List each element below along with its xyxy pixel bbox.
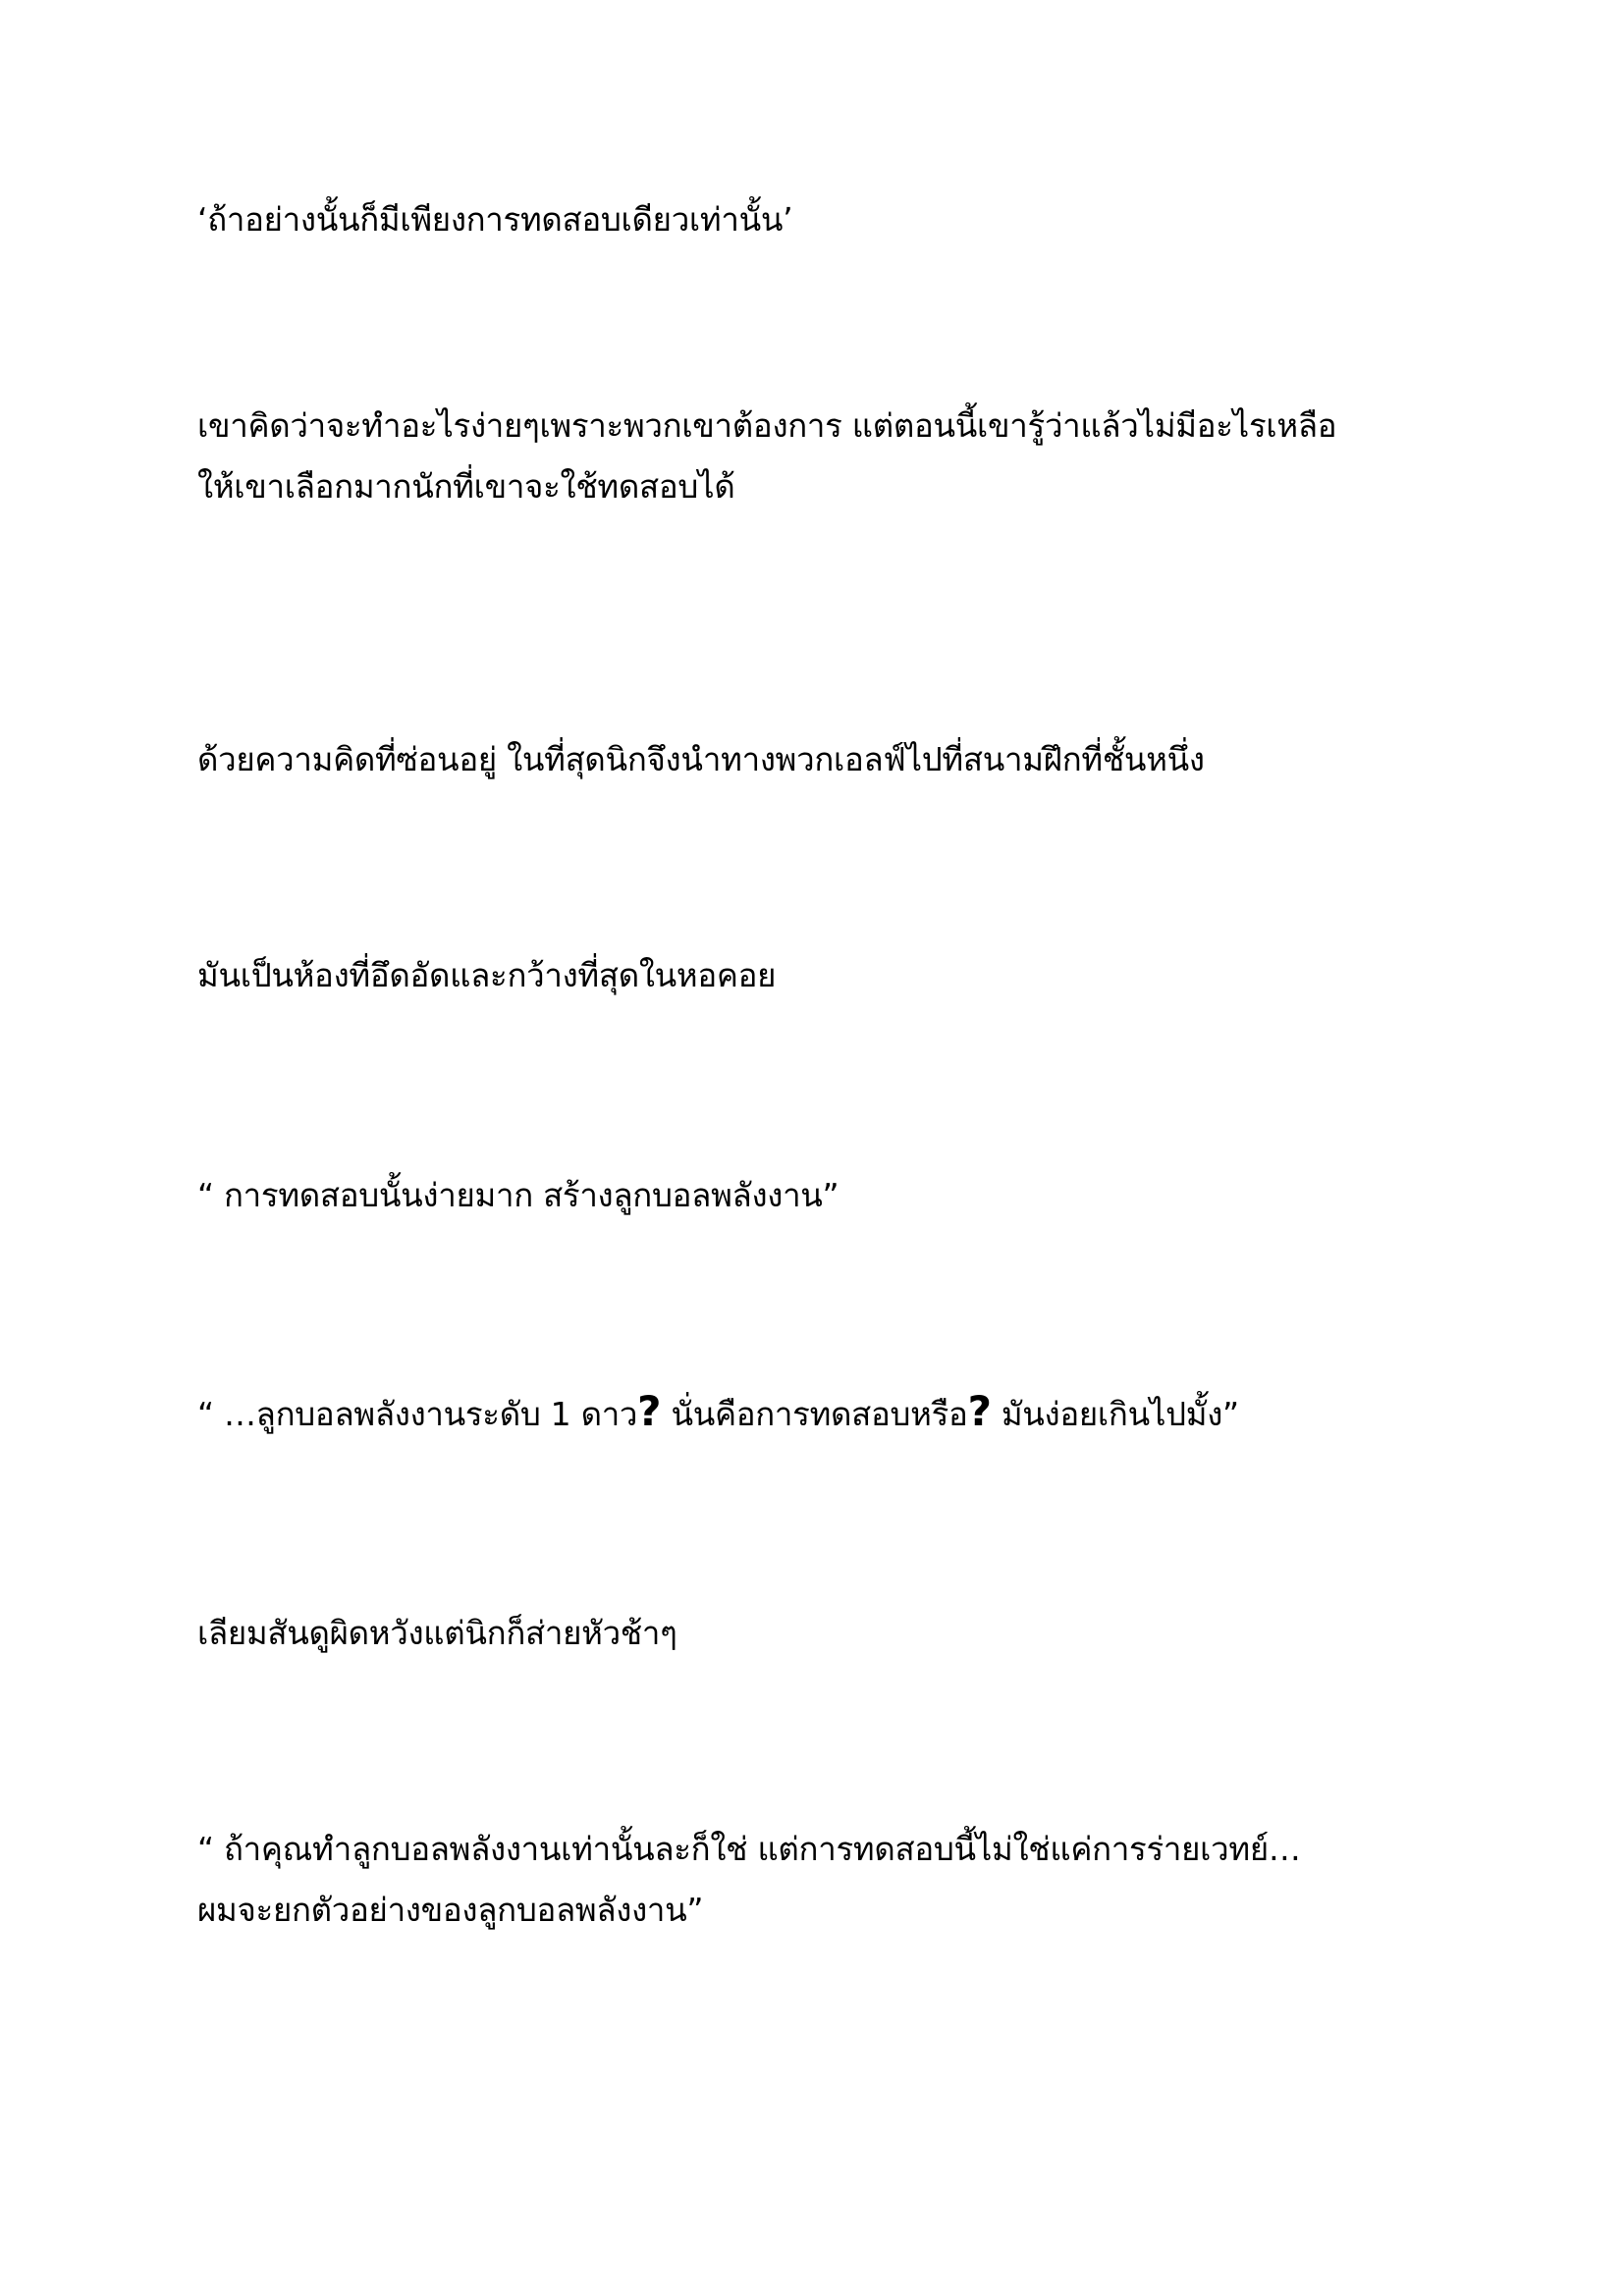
paragraph-3 xyxy=(197,736,1435,783)
text-line: ‘ถ้าอย่างนั้นก็มีเพียงการทดสอบเดียวเท่านั้น’ xyxy=(197,200,793,239)
paragraph-8 xyxy=(197,1826,1435,1934)
paragraph-1 xyxy=(197,196,1435,243)
text-segment: นั่นคือการทดสอบหรือ xyxy=(661,1395,968,1433)
paragraph-7 xyxy=(197,1610,1435,1657)
paragraph-5 xyxy=(197,1172,1435,1219)
dialogue-line: “ ถ้าคุณทำลูกบอลพลังงานเท่านั้นละก็ใช่ แต่การทดสอบนี้ไม่ใช่แค่การร่ายเวทย์… xyxy=(197,1830,1301,1868)
paragraph-6 xyxy=(197,1388,1435,1438)
dialogue-line xyxy=(197,1388,1435,1438)
text-line: ด้วยความคิดที่ซ่อนอยู่ ในที่สุดนิกจึงนำทางพวกเอลฟ์ไปที่สนามฝึกที่ชั้นหนึ่ง xyxy=(197,740,1205,778)
paragraph-2 xyxy=(197,402,1435,510)
text-line: เลียมสันดูผิดหวังแต่นิกก็ส่ายหัวช้าๆ xyxy=(197,1614,677,1652)
text-segment: มันง่อยเกินไปมั้ง” xyxy=(991,1395,1239,1433)
dialogue-line: ผมจะยกตัวอย่างของลูกบอลพลังงาน” xyxy=(197,1891,704,1929)
dialogue-line: “ การทดสอบนั้นง่ายมาก สร้างลูกบอลพลังงาน” xyxy=(197,1176,839,1214)
text-line: เขาคิดว่าจะทำอะไรง่ายๆเพราะพวกเขาต้องการ แต่ตอนนี้เขารู้ว่าแล้วไม่มีอะไรเหลือ xyxy=(197,406,1337,445)
text-line: ให้เขาเลือกมากนักที่เขาจะใช้ทดสอบได้ xyxy=(197,467,735,506)
text-line: มันเป็นห้องที่อึดอัดและกว้างที่สุดในหอคอย xyxy=(197,956,777,994)
question-mark: ? xyxy=(967,1387,992,1435)
paragraph-4 xyxy=(197,952,1435,999)
question-mark: ? xyxy=(637,1387,662,1435)
text-segment: “ …ลูกบอลพลังงานระดับ 1 ดาว xyxy=(197,1395,638,1433)
